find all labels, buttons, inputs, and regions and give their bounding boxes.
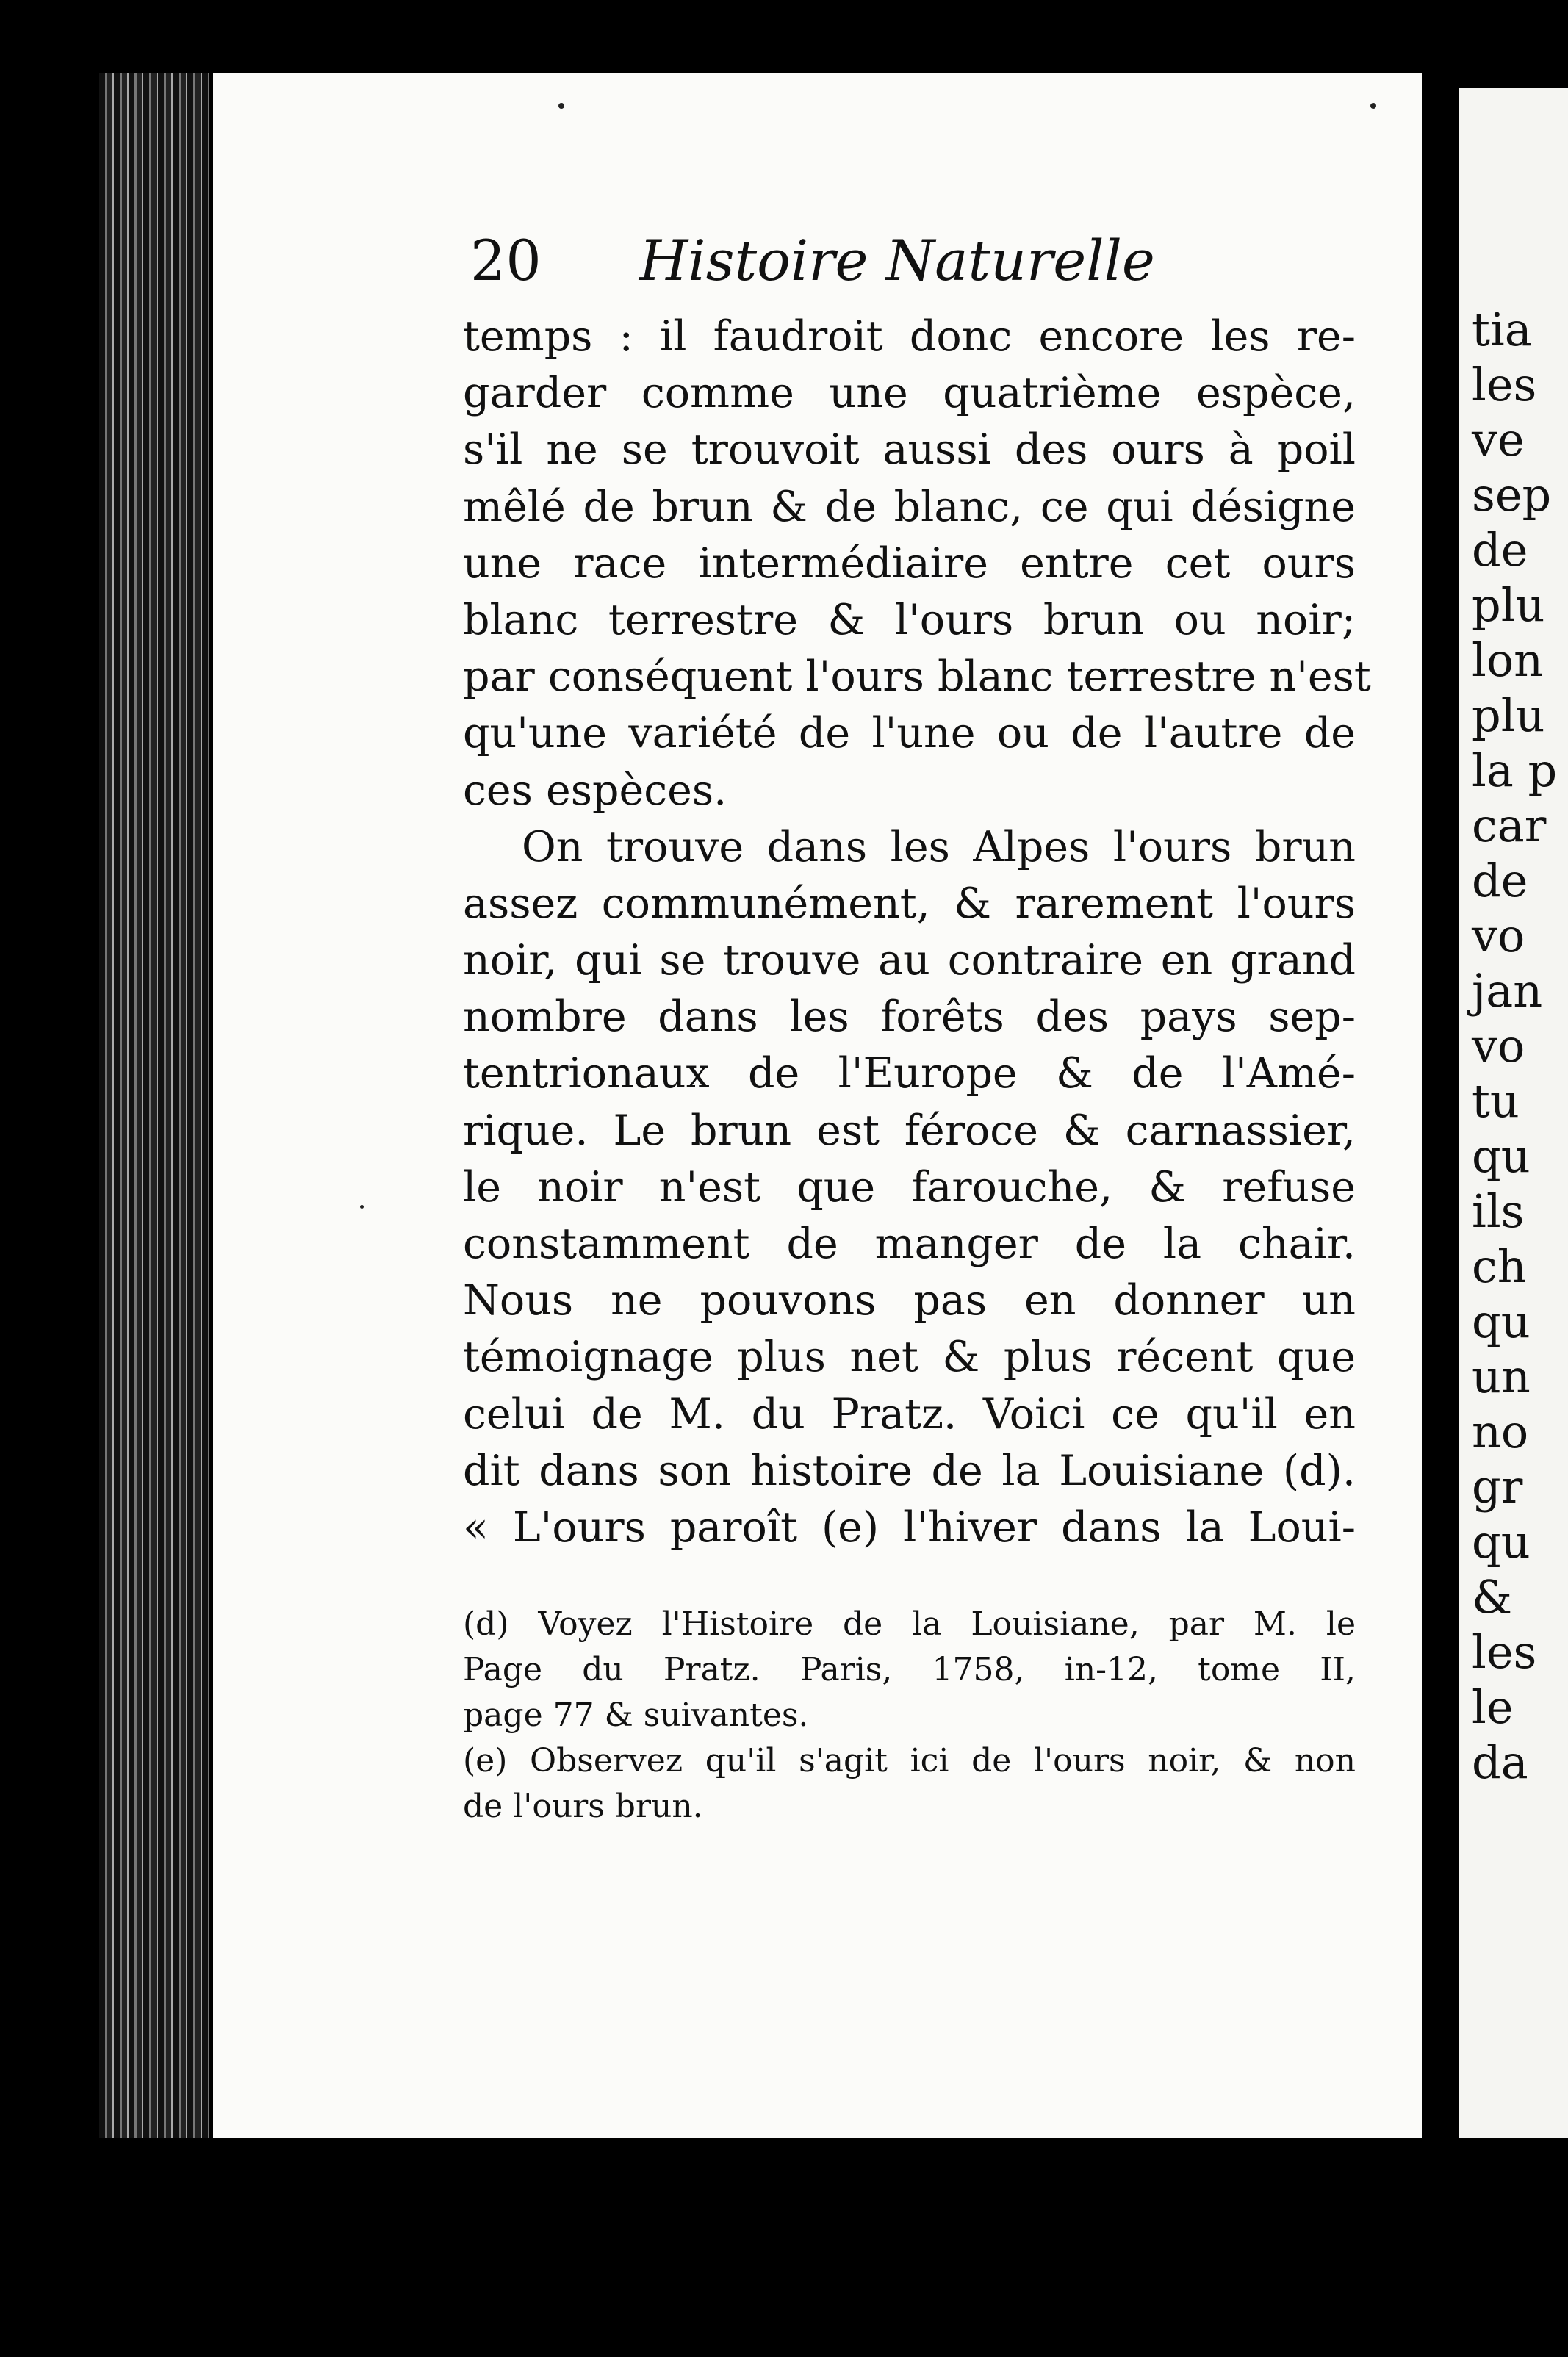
- text-line: par conséquent l'ours blanc terrestre n'est: [463, 652, 1371, 702]
- text-line: celui de M. du Pratz. Voici ce qu'il en: [463, 1389, 1356, 1439]
- text-line: ces espèces.: [463, 766, 727, 815]
- footnote-line: (d) Voyez l'Histoire de la Louisiane, par M. le: [463, 1605, 1356, 1643]
- facing-fragment: tu: [1472, 1074, 1520, 1128]
- ink-speck: [360, 1205, 364, 1209]
- facing-fragment: ve: [1472, 413, 1525, 467]
- text-line: une race intermédiaire entre cet ours: [463, 539, 1356, 588]
- text-line: assez communément, & rarement l'ours: [463, 879, 1356, 928]
- facing-fragment: vo: [1472, 909, 1525, 962]
- facing-fragment: tia: [1472, 303, 1532, 356]
- running-title: Histoire Naturelle: [639, 228, 1155, 293]
- text-line: blanc terrestre & l'ours brun ou noir;: [463, 595, 1356, 644]
- facing-fragment: plu: [1472, 688, 1545, 742]
- footnotes: [463, 1602, 1356, 1829]
- footnote-line: Page du Pratz. Paris, 1758, in-12, tome II,: [463, 1651, 1356, 1688]
- footnote-line: de l'ours brun.: [463, 1788, 703, 1825]
- main-text: [463, 309, 1371, 1556]
- text-line: « L'ours paroît (e) l'hiver dans la Loui-: [463, 1503, 1356, 1552]
- facing-fragment: no: [1472, 1405, 1529, 1458]
- facing-fragment: vo: [1472, 1019, 1525, 1073]
- text-line: On trouve dans les Alpes l'ours brun: [522, 822, 1356, 871]
- ink-speck: [1370, 103, 1376, 109]
- facing-fragment: jan: [1472, 964, 1543, 1018]
- facing-fragment: qu: [1472, 1515, 1531, 1569]
- facing-fragment: de: [1472, 854, 1528, 907]
- text-line: mêlé de brun & de blanc, ce qui désigne: [463, 482, 1356, 531]
- text-line: constamment de manger de la chair.: [463, 1220, 1356, 1268]
- facing-fragment: lon: [1472, 633, 1544, 687]
- text-line: le noir n'est que farouche, & refuse: [463, 1162, 1356, 1212]
- page-number: 20: [470, 228, 542, 293]
- facing-fragment: un: [1472, 1350, 1531, 1403]
- facing-fragment: car: [1472, 799, 1547, 852]
- text-line: tentrionaux de l'Europe & de l'Amé-: [463, 1049, 1356, 1098]
- facing-fragment: da: [1472, 1735, 1528, 1789]
- facing-fragment: plu: [1472, 578, 1545, 632]
- text-line: nombre dans les forêts des pays sep-: [463, 993, 1356, 1042]
- facing-fragment: la p: [1472, 744, 1558, 797]
- facing-page-edge: [1459, 88, 1568, 2138]
- text-line: noir, qui se trouve au contraire en grand: [463, 936, 1356, 985]
- facing-fragment: les: [1472, 358, 1537, 411]
- text-line: dit dans son histoire de la Louisiane (d).: [463, 1446, 1356, 1495]
- facing-fragment: les: [1472, 1625, 1537, 1679]
- facing-fragment: qu: [1472, 1295, 1531, 1348]
- facing-fragment: le: [1472, 1680, 1514, 1734]
- facing-fragment: ils: [1472, 1184, 1525, 1238]
- text-line: s'il ne se trouvoit aussi des ours à poil: [463, 425, 1356, 475]
- book-page-edges: [99, 73, 209, 2138]
- text-line: garder comme une quatrième espèce,: [463, 369, 1356, 418]
- text-line: témoignage plus net & plus récent que: [463, 1333, 1356, 1382]
- footnote-line: (e) Observez qu'il s'agit ici de l'ours noir, & non: [463, 1742, 1356, 1780]
- facing-fragment: gr: [1472, 1460, 1523, 1514]
- text-line: temps : il faudroit donc encore les re-: [463, 312, 1356, 361]
- facing-fragment: ch: [1472, 1239, 1527, 1293]
- facing-fragment: de: [1472, 523, 1528, 577]
- facing-fragment: &: [1472, 1570, 1513, 1624]
- facing-fragment: sep: [1472, 468, 1552, 522]
- facing-fragment: qu: [1472, 1129, 1531, 1183]
- footnote-line: page 77 & suivantes.: [463, 1696, 809, 1734]
- ink-speck: [558, 103, 564, 109]
- text-line: Nous ne pouvons pas en donner un: [463, 1276, 1356, 1325]
- text-line: qu'une variété de l'une ou de l'autre de: [463, 709, 1356, 758]
- text-line: rique. Le brun est féroce & carnassier,: [463, 1106, 1356, 1155]
